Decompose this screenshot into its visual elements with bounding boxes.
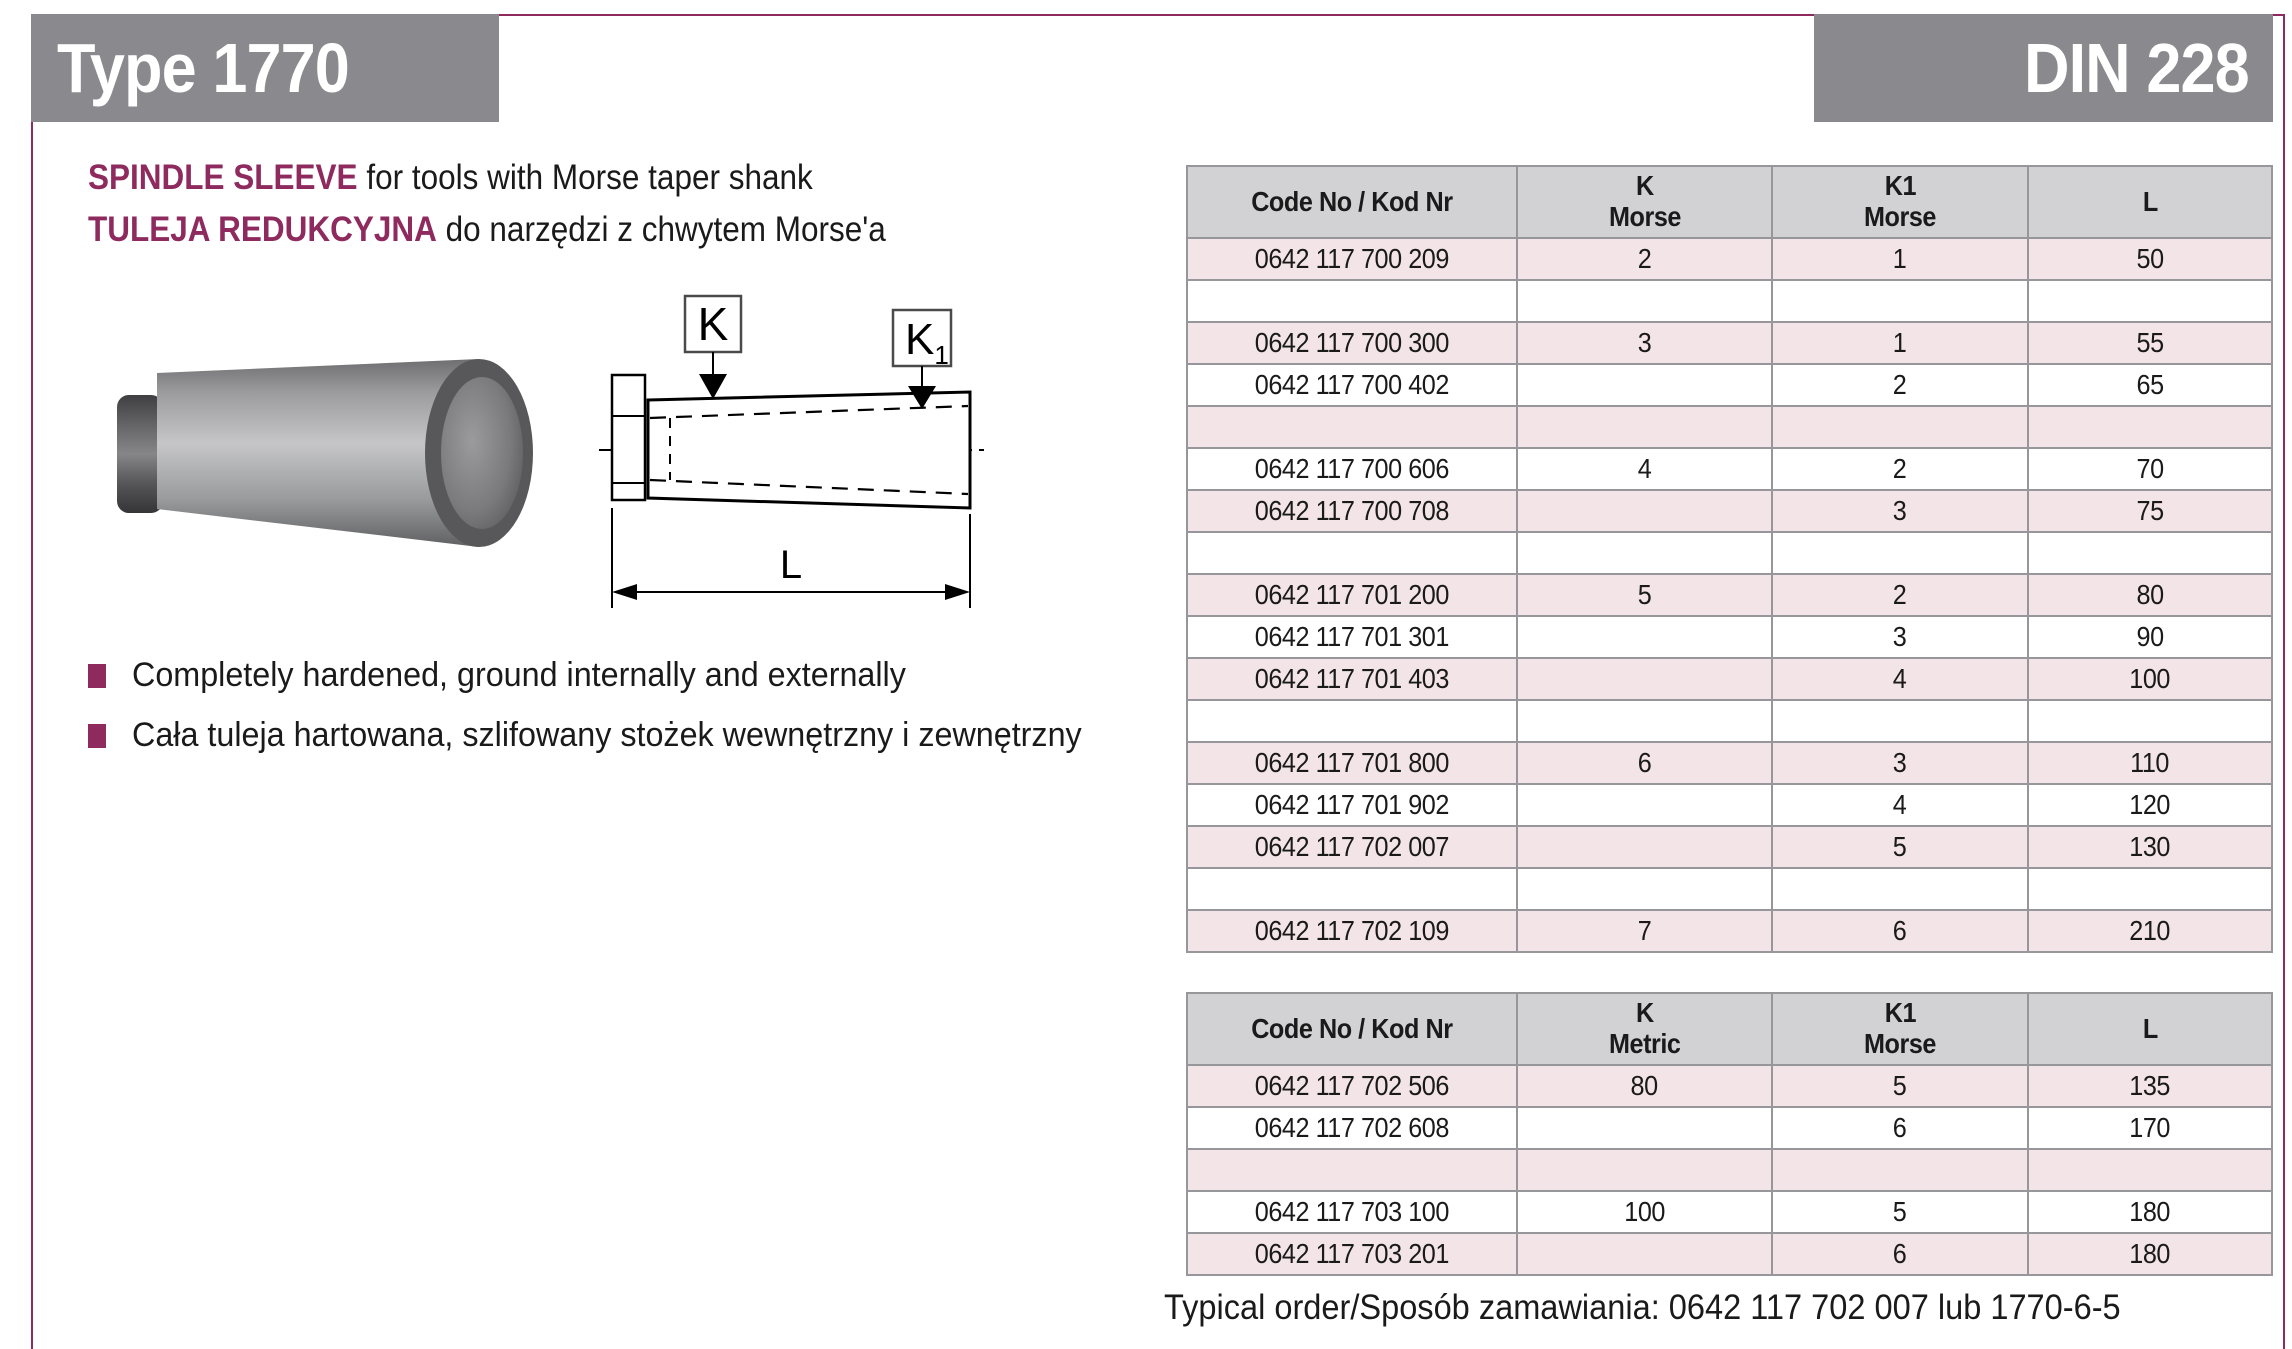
table-cell: 6 (1518, 743, 1773, 785)
table-cell (2029, 533, 2273, 575)
table-cell: 130 (2029, 827, 2273, 869)
table-cell (1518, 869, 1773, 911)
table-cell: 110 (2029, 743, 2273, 785)
table-cell (2029, 701, 2273, 743)
table-cell: 80 (1518, 1066, 1773, 1108)
table-cell (1188, 281, 1518, 323)
type-badge (31, 14, 499, 122)
table-cell (1188, 1150, 1518, 1192)
table-row (1188, 239, 2273, 281)
table-cell: 2 (1773, 449, 2029, 491)
table-row (1188, 617, 2273, 659)
typical-order-note: Typical order/Sposób zamawiania: 0642 117 702 007 lub 1770-6-5 (1164, 1288, 2121, 1327)
product-title-pl-bold: TULEJA REDUKCYJNA (88, 210, 437, 249)
spec-table-morse (1186, 165, 2273, 953)
spacer-row (1188, 701, 2273, 743)
type-badge-label: Type 1770 (57, 29, 349, 107)
table-header-cell: Code No / Kod Nr (1188, 994, 1518, 1066)
table-cell: 80 (2029, 575, 2273, 617)
table-row (1188, 1234, 2273, 1276)
table-cell: 0642 117 700 606 (1188, 449, 1518, 491)
table-cell: 3 (1773, 491, 2029, 533)
product-title-en-bold: SPINDLE SLEEVE (88, 158, 358, 197)
table-header-row (1188, 994, 2273, 1066)
feature-text-pl: Cała tuleja hartowana, szlifowany stożek wewnętrzny i zewnętrzny (132, 715, 1082, 754)
photo-bore (441, 377, 523, 529)
din-badge (1814, 14, 2273, 122)
table-cell: 0642 117 702 506 (1188, 1066, 1518, 1108)
table-cell: 0642 117 701 200 (1188, 575, 1518, 617)
table-cell: 0642 117 700 708 (1188, 491, 1518, 533)
din-badge-label: DIN 228 (2024, 29, 2249, 107)
k-pointer-icon (699, 374, 727, 399)
table-cell (1518, 701, 1773, 743)
table-cell: 1 (1773, 323, 2029, 365)
spacer-row (1188, 281, 2273, 323)
table-header-cell: Code No / Kod Nr (1188, 167, 1518, 239)
product-title-en-rest: for tools with Morse taper shank (357, 158, 813, 197)
table-cell (1518, 1150, 1773, 1192)
table-row (1188, 323, 2273, 365)
table-cell: 6 (1773, 911, 2029, 953)
table-cell: 0642 117 700 209 (1188, 239, 1518, 281)
product-title-pl (88, 212, 974, 247)
table-header-row (1188, 167, 2273, 239)
product-photo (105, 295, 535, 555)
table-cell: 0642 117 700 300 (1188, 323, 1518, 365)
spec-table-metric (1186, 992, 2273, 1276)
table-header-cell: K Morse (1518, 167, 1773, 239)
table-cell (2029, 869, 2273, 911)
table-cell: 0642 117 703 100 (1188, 1192, 1518, 1234)
table-cell (2029, 281, 2273, 323)
table-row (1188, 491, 2273, 533)
table-cell: 5 (1773, 1066, 2029, 1108)
table-cell: 5 (1518, 575, 1773, 617)
table-cell: 2 (1518, 239, 1773, 281)
table-row (1188, 785, 2273, 827)
table-cell: 4 (1773, 785, 2029, 827)
spacer-row (1188, 407, 2273, 449)
table-cell: 135 (2029, 1066, 2273, 1108)
table-cell (1773, 533, 2029, 575)
table-header-cell: L (2029, 167, 2273, 239)
table-cell: 100 (2029, 659, 2273, 701)
table-cell (1773, 869, 2029, 911)
table-cell: 210 (2029, 911, 2273, 953)
feature-item (88, 715, 1132, 754)
table-cell (1518, 827, 1773, 869)
l-label: L (779, 543, 803, 587)
table-cell: 55 (2029, 323, 2273, 365)
table-cell: 3 (1518, 323, 1773, 365)
table-cell: 5 (1773, 827, 2029, 869)
table-header-cell: K1 Morse (1773, 167, 2029, 239)
table-cell (1518, 1234, 1773, 1276)
table-row (1188, 911, 2273, 953)
table-row (1188, 1066, 2273, 1108)
spacer-row (1188, 533, 2273, 575)
table-cell: 170 (2029, 1108, 2273, 1150)
table-cell: 70 (2029, 449, 2273, 491)
table-cell (1773, 701, 2029, 743)
table-cell: 0642 117 700 402 (1188, 365, 1518, 407)
table-cell: 180 (2029, 1192, 2273, 1234)
table-cell: 65 (2029, 365, 2273, 407)
table-cell (1188, 869, 1518, 911)
table-cell: 0642 117 701 403 (1188, 659, 1518, 701)
table-cell: 75 (2029, 491, 2273, 533)
k1-label: $K_1$ (905, 315, 949, 370)
bullet-square-icon (88, 724, 106, 748)
table-cell: 3 (1773, 743, 2029, 785)
table-cell (1518, 617, 1773, 659)
table-row (1188, 365, 2273, 407)
table-cell: 0642 117 702 109 (1188, 911, 1518, 953)
table-cell: 0642 117 703 201 (1188, 1234, 1518, 1276)
photo-small-end (117, 395, 163, 513)
table-cell (1518, 407, 1773, 449)
table-header-cell: L (2029, 994, 2273, 1066)
table-row (1188, 575, 2273, 617)
table-cell: 180 (2029, 1234, 2273, 1276)
table-cell: 120 (2029, 785, 2273, 827)
table-cell (1773, 407, 2029, 449)
table-row (1188, 827, 2273, 869)
feature-text-en: Completely hardened, ground internally and externally (132, 656, 906, 694)
table-cell (1518, 659, 1773, 701)
table-cell (1518, 281, 1773, 323)
table-cell (1518, 1108, 1773, 1150)
product-title-en (88, 160, 893, 195)
table-cell: 6 (1773, 1234, 2029, 1276)
drawing-collar (612, 375, 645, 500)
table-cell: 0642 117 702 608 (1188, 1108, 1518, 1150)
spacer-row (1188, 869, 2273, 911)
table-cell (1773, 281, 2029, 323)
table-cell: 7 (1518, 911, 1773, 953)
table-row (1188, 743, 2273, 785)
table-cell (1188, 701, 1518, 743)
k-label: K (697, 298, 729, 350)
feature-item (88, 658, 1132, 694)
table-header-cell: K Metric (1518, 994, 1773, 1066)
table-cell: 5 (1773, 1192, 2029, 1234)
table-cell: 3 (1773, 617, 2029, 659)
table-cell: 50 (2029, 239, 2273, 281)
table-cell (1188, 533, 1518, 575)
technical-drawing (593, 278, 993, 618)
table-cell: 0642 117 702 007 (1188, 827, 1518, 869)
table-cell: 6 (1773, 1108, 2029, 1150)
table-cell (1518, 785, 1773, 827)
table-cell (1188, 407, 1518, 449)
product-title-pl-rest: do narzędzi z chwytem Morse'a (436, 210, 886, 249)
table-row (1188, 659, 2273, 701)
drawing-taper-body (648, 392, 970, 508)
table-cell: 0642 117 701 800 (1188, 743, 1518, 785)
spacer-row (1188, 1150, 2273, 1192)
table-cell (1518, 365, 1773, 407)
table-cell: 1 (1773, 239, 2029, 281)
table-cell (1518, 533, 1773, 575)
table-cell: 100 (1518, 1192, 1773, 1234)
table-header-cell: K1 Morse (1773, 994, 2029, 1066)
table-row (1188, 1192, 2273, 1234)
table-cell (1773, 1150, 2029, 1192)
table-cell (2029, 1150, 2273, 1192)
table-cell (2029, 407, 2273, 449)
table-cell: 4 (1518, 449, 1773, 491)
table-cell: 4 (1773, 659, 2029, 701)
bullet-square-icon (88, 664, 106, 688)
table-row (1188, 449, 2273, 491)
table-cell: 2 (1773, 365, 2029, 407)
feature-list (88, 658, 1132, 777)
table-row (1188, 1108, 2273, 1150)
table-cell (1518, 491, 1773, 533)
table-cell: 0642 117 701 301 (1188, 617, 1518, 659)
table-cell: 90 (2029, 617, 2273, 659)
table-cell: 0642 117 701 902 (1188, 785, 1518, 827)
table-cell: 2 (1773, 575, 2029, 617)
